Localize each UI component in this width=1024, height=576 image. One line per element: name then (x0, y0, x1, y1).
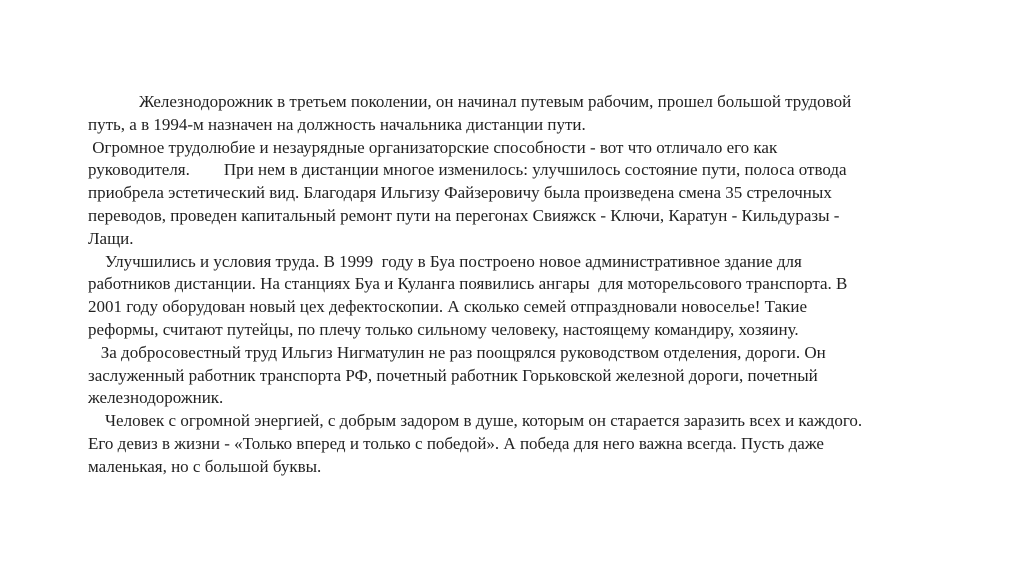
text-line: заслуженный работник транспорта РФ, почетный работник Горьковской железной дороги, почетный (88, 365, 818, 385)
text-line: путь, а в 1994-м назначен на должность начальника дистанции пути. (88, 114, 586, 134)
text-line: Человек с огромной энергией, с добрым задором в душе, которым он старается заразить всех и каждого. (88, 411, 863, 431)
text-line: переводов, проведен капитальный ремонт пути на перегонах Свияжск - Ключи, Каратун - Кильдуразы - (88, 205, 840, 225)
text-line: За добросовестный труд Ильгиз Нигматулин не раз поощрялся руководством отделения, дороги. Он (88, 342, 826, 362)
text-line: реформы, считают путейцы, по плечу только сильному человеку, настоящему командиру, хозяину. (88, 319, 799, 339)
text-body (88, 91, 988, 479)
text-line: Улучшились и условия труда. В 1999 году в Буа построено новое административное здание для (88, 251, 802, 271)
text-line: работников дистанции. На станциях Буа и Куланга появились ангары для моторельсового транспорта. В (88, 274, 848, 294)
text-line: руководителя. При нем в дистанции многое изменилось: улучшилось состояние пути, полоса отвода (88, 160, 847, 180)
text-line: железнодорожник. (88, 388, 224, 408)
text-line: приобрела эстетический вид. Благодаря Ильгизу Файзеровичу была произведена смена 35 стрелочных (88, 183, 832, 203)
text-line: 2001 году оборудован новый цех дефектоскопии. А сколько семей отпраздновали новоселье! Такие (88, 297, 808, 317)
text-line: Железнодорожник в третьем поколении, он начинал путевым рабочим, прошел большой трудовой (88, 92, 852, 111)
text-line: Его девиз в жизни - «Только вперед и только с победой». А победа для него важна всегда. Пусть даже (88, 433, 824, 453)
text-line: Лащи. (88, 228, 134, 248)
text-line: Огромное трудолюбие и незаурядные организаторские способности - вот что отличало его как (88, 137, 778, 157)
text-line: маленькая, но с большой буквы. (88, 456, 322, 476)
